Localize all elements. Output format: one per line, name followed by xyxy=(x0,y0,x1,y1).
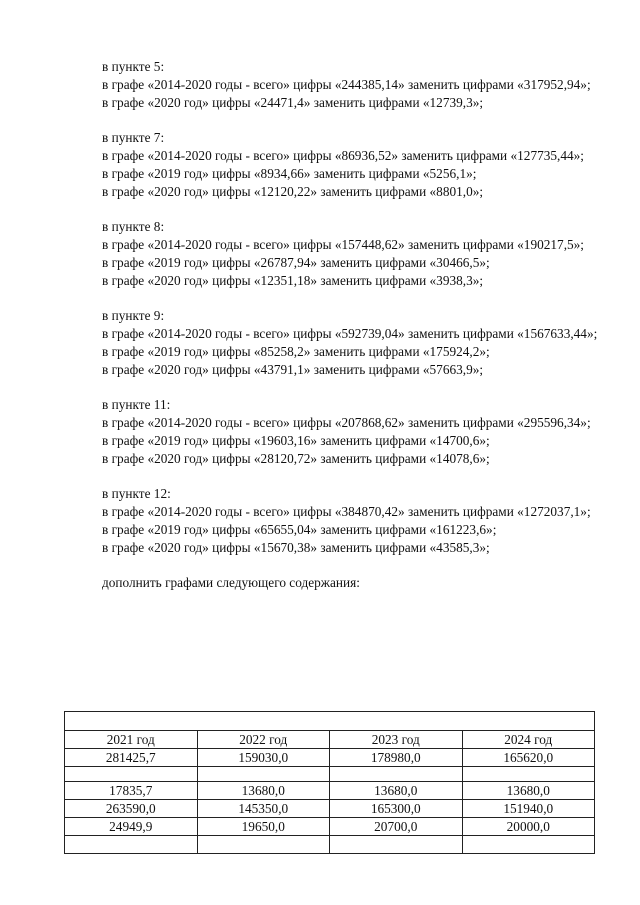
amendment-line: в графе «2020 год» цифры «43791,1» заменить цифрами «57663,9»; xyxy=(102,361,484,377)
table-row xyxy=(65,749,595,767)
amendment-line: в графе «2019 год» цифры «26787,94» заменить цифрами «30466,5»; xyxy=(102,254,490,270)
table-cell: 178980,0 xyxy=(330,749,463,767)
amendment-line: в графе «2020 год» цифры «15670,38» заменить цифрами «43585,3»; xyxy=(102,539,490,555)
table-cell: 13680,0 xyxy=(197,782,330,800)
table-cell: 20000,0 xyxy=(462,818,595,836)
funding-table xyxy=(64,711,595,854)
amendment-line: в графе «2020 год» цифры «24471,4» заменить цифрами «12739,3»; xyxy=(102,94,484,110)
amendment-line: в графе «2014-2020 годы - всего» цифры «244385,14» заменить цифрами «317952,94»; xyxy=(102,76,591,92)
table-cell: 281425,7 xyxy=(65,749,198,767)
section-heading: в пункте 9: xyxy=(102,308,165,324)
header-cell: 2024 год xyxy=(462,731,595,749)
table-row xyxy=(65,818,595,836)
table-header-row xyxy=(65,731,595,749)
header-cell: 2023 год xyxy=(330,731,463,749)
amendment-line: в графе «2019 год» цифры «19603,16» заменить цифрами «14700,6»; xyxy=(102,432,490,448)
table-cell: 159030,0 xyxy=(197,749,330,767)
table-cell: 263590,0 xyxy=(65,800,198,818)
section-item-12 xyxy=(71,485,599,556)
table-cell: 165620,0 xyxy=(462,749,595,767)
section-item-7 xyxy=(71,129,599,200)
section-item-8 xyxy=(71,218,599,289)
table-cell: 17835,7 xyxy=(65,782,198,800)
table-cell xyxy=(330,767,463,782)
amendment-line: в графе «2014-2020 годы - всего» цифры «86936,52» заменить цифрами «127735,44»; xyxy=(102,147,585,163)
amendment-line: в графе «2014-2020 годы - всего» цифры «592739,04» заменить цифрами «1567633,44»; xyxy=(102,325,598,341)
section-heading: в пункте 7: xyxy=(102,130,165,146)
section-heading: в пункте 11: xyxy=(102,397,171,413)
table-cell: 13680,0 xyxy=(462,782,595,800)
table-cell: 145350,0 xyxy=(197,800,330,818)
table-top-cell xyxy=(65,712,595,731)
section-item-9 xyxy=(71,307,599,378)
amendment-line: в графе «2019 год» цифры «65655,04» заменить цифрами «161223,6»; xyxy=(102,521,497,537)
table-cell: 19650,0 xyxy=(197,818,330,836)
table-top-row xyxy=(65,712,595,731)
table-row xyxy=(65,782,595,800)
section-heading: в пункте 8: xyxy=(102,219,165,235)
section-heading: в пункте 12: xyxy=(102,486,171,502)
table-cell xyxy=(65,836,198,854)
section-item-11 xyxy=(71,396,599,467)
amendment-line: в графе «2020 год» цифры «12351,18» заменить цифрами «3938,3»; xyxy=(102,272,484,288)
table-cell xyxy=(197,767,330,782)
section-heading: в пункте 5: xyxy=(102,59,165,74)
table-row xyxy=(65,836,595,854)
table-cell xyxy=(330,836,463,854)
table-cell: 165300,0 xyxy=(330,800,463,818)
table-row xyxy=(65,767,595,782)
amendment-line: в графе «2020 год» цифры «28120,72» заменить цифрами «14078,6»; xyxy=(102,450,490,466)
table-row xyxy=(65,800,595,818)
table-cell: 13680,0 xyxy=(330,782,463,800)
amendment-line: в графе «2014-2020 годы - всего» цифры «207868,62» заменить цифрами «295596,34»; xyxy=(102,414,591,430)
header-cell: 2022 год xyxy=(197,731,330,749)
amendments-text xyxy=(71,58,599,592)
amendment-line: в графе «2014-2020 годы - всего» цифры «384870,42» заменить цифрами «1272037,1»; xyxy=(102,503,591,519)
table-cell xyxy=(462,767,595,782)
amendment-line: в графе «2019 год» цифры «8934,66» заменить цифрами «5256,1»; xyxy=(102,165,477,181)
table-cell xyxy=(462,836,595,854)
amendment-line: в графе «2020 год» цифры «12120,22» заменить цифрами «8801,0»; xyxy=(102,183,484,199)
header-cell: 2021 год xyxy=(65,731,198,749)
table-cell: 151940,0 xyxy=(462,800,595,818)
table-cell xyxy=(197,836,330,854)
section-item-5 xyxy=(71,58,599,111)
table-cell: 20700,0 xyxy=(330,818,463,836)
amendment-line: в графе «2019 год» цифры «85258,2» заменить цифрами «175924,2»; xyxy=(102,343,490,359)
amendment-line: в графе «2014-2020 годы - всего» цифры «157448,62» заменить цифрами «190217,5»; xyxy=(102,236,585,252)
table-cell xyxy=(65,767,198,782)
table-cell: 24949,9 xyxy=(65,818,198,836)
closing-line: дополнить графами следующего содержания: xyxy=(102,575,360,591)
